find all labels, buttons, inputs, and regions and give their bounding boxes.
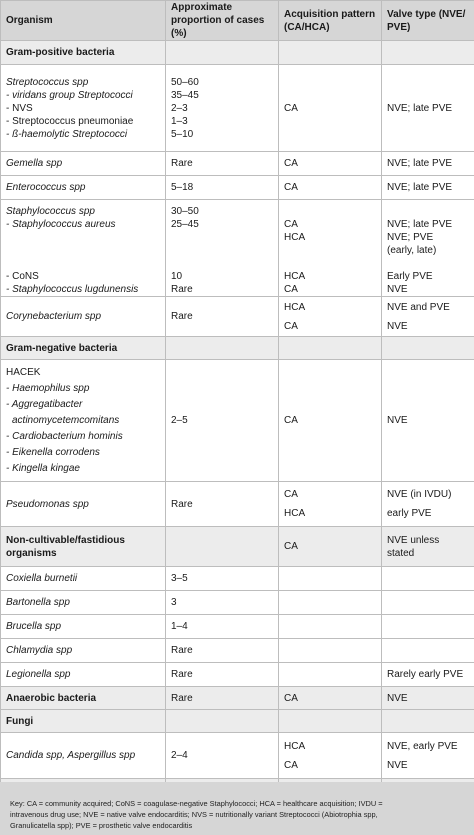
valve-value: NVE [387, 284, 408, 295]
section-row [1, 41, 474, 65]
section-row [1, 710, 474, 733]
organism-name: - Cardiobacterium hominis [6, 430, 123, 442]
organism-name: - Haemophilus spp [6, 382, 90, 394]
valve-value: Rarely early PVE [382, 663, 474, 687]
header-row [1, 1, 474, 41]
acquisition-value: CA [279, 65, 382, 152]
proportion-value: Rare [171, 284, 193, 295]
acquisition-value: HCA [284, 740, 306, 752]
table-row [1, 200, 474, 297]
section-row [1, 687, 474, 710]
table-row [1, 639, 474, 663]
table-row [1, 297, 474, 337]
organism-name: - NVS [6, 102, 33, 114]
header-proportion: Approximate proportion of cases (%) [166, 1, 279, 41]
acquisition-value: CA [284, 489, 298, 500]
valve-value: early PVE [387, 508, 432, 519]
valve-value: NVE [387, 759, 408, 771]
key-footnote [0, 782, 474, 835]
section-row [1, 527, 474, 567]
valve-value: (early, late) [387, 245, 437, 256]
organism-name: Pseudomonas spp [1, 482, 166, 527]
organism-name: Streptococcus spp [6, 76, 89, 88]
proportion-value: 2–3 [171, 102, 188, 114]
organism-name: - Kingella kingae [6, 462, 80, 474]
acquisition-value: CA [284, 219, 298, 230]
proportion-value: Rare [166, 297, 279, 337]
organism-name: Gemella spp [1, 152, 166, 176]
key-line: Granulicatella spp); PVE = prosthetic valve endocarditis [10, 821, 193, 830]
acquisition-value: HCA [284, 301, 306, 313]
organism-name: HACEK [6, 366, 41, 378]
proportion-value: 25–45 [171, 219, 199, 230]
proportion-value: Rare [166, 663, 279, 687]
table-row [1, 482, 474, 527]
section-gram-positive: Gram-positive bacteria [1, 41, 166, 65]
valve-value: NVE; PVE [387, 232, 434, 243]
valve-value: NVE (in IVDU) [387, 489, 452, 500]
section-gram-negative: Gram-negative bacteria [1, 337, 166, 360]
organism-name: - viridans group Streptococci [6, 89, 133, 101]
section-anaerobic: Anaerobic bacteria [1, 687, 166, 710]
organism-name: - Eikenella corrodens [6, 446, 100, 458]
valve-value: NVE; late PVE [382, 65, 474, 152]
table-row [1, 591, 474, 615]
organism-name: - Streptococcus pneumoniae [6, 115, 134, 127]
proportion-value: 1–4 [166, 615, 279, 639]
acquisition-value: CA [279, 176, 382, 200]
organism-name: - Staphylococcus lugdunensis [6, 284, 139, 295]
proportion-value: Rare [166, 639, 279, 663]
acquisition-value: HCA [284, 508, 306, 519]
table-row [1, 567, 474, 591]
proportion-value: 30–50 [171, 206, 199, 217]
table-row [1, 733, 474, 779]
valve-value: NVE unless stated [382, 527, 474, 567]
section-row [1, 337, 474, 360]
organism-name: - Staphylococcus aureus [6, 219, 116, 230]
key-line: Key: CA = community acquired; CoNS = coagulase-negative Staphylococci; HCA = healthcare acquisition; IVDU = [10, 799, 383, 808]
organism-name: Bartonella spp [1, 591, 166, 615]
table-row [1, 176, 474, 200]
table-row [1, 663, 474, 687]
header-acquisition: Acquisition pattern (CA/HCA) [279, 1, 382, 41]
proportion-value: 35–45 [171, 89, 199, 101]
proportion-value: 5–18 [166, 176, 279, 200]
proportion-value: 2–4 [166, 733, 279, 779]
organism-name: Legionella spp [1, 663, 166, 687]
valve-value: NVE and PVE [387, 301, 450, 313]
organism-name: Candida spp, Aspergillus spp [1, 733, 166, 779]
table-row [1, 615, 474, 639]
section-fungi: Fungi [1, 710, 166, 733]
organism-name: - CoNS [6, 271, 39, 282]
proportion-value: 10 [171, 271, 183, 282]
table-row [1, 360, 474, 482]
proportion-value: 5–10 [171, 128, 194, 140]
acquisition-value: HCA [284, 232, 306, 243]
organism-name: - Aggregatibacter [6, 398, 83, 410]
acquisition-value: CA [279, 360, 382, 482]
proportion-value: 3 [166, 591, 279, 615]
key-line: intravenous drug use; NVE = native valve endocarditis; NVS = nutritionally variant Streptococci (Abiotrophia spp, [10, 810, 378, 819]
table-row [1, 152, 474, 176]
acquisition-value: CA [284, 320, 298, 332]
organism-name: Coxiella burnetii [1, 567, 166, 591]
proportion-value: 1–3 [171, 115, 188, 127]
header-valve: Valve type (NVE/ PVE) [382, 1, 474, 41]
acquisition-value: HCA [284, 271, 306, 282]
valve-value: NVE; late PVE [382, 176, 474, 200]
proportion-value: Rare [166, 482, 279, 527]
organism-name: actinomycetemcomitans [12, 414, 120, 426]
organism-name: Staphylococcus spp [6, 206, 95, 217]
header-organism: Organism [1, 1, 166, 41]
valve-value: Early PVE [387, 271, 433, 282]
acquisition-value: CA [284, 284, 298, 295]
valve-value: NVE [387, 320, 408, 332]
proportion-value: Rare [166, 152, 279, 176]
acquisition-value: CA [284, 759, 298, 771]
proportion-value: 2–5 [166, 360, 279, 482]
acquisition-value: CA [279, 527, 382, 567]
valve-value: NVE; late PVE [382, 152, 474, 176]
organism-name: Chlamydia spp [1, 639, 166, 663]
acquisition-value: CA [279, 152, 382, 176]
valve-value: NVE, early PVE [387, 740, 458, 752]
table-row [1, 65, 474, 152]
valve-value: NVE [382, 687, 474, 710]
proportion-value: 50–60 [171, 76, 199, 88]
organism-name: Corynebacterium spp [1, 297, 166, 337]
organism-name: - ß-haemolytic Streptococci [6, 128, 128, 140]
proportion-value: 3–5 [166, 567, 279, 591]
section-non-cultivable: Non-cultivable/fastidious organisms [1, 527, 166, 567]
acquisition-value: CA [279, 687, 382, 710]
valve-value: NVE; late PVE [387, 219, 453, 230]
organism-name: Brucella spp [1, 615, 166, 639]
valve-value: NVE [382, 360, 474, 482]
proportion-value: Rare [166, 687, 279, 710]
organism-name: Enterococcus spp [1, 176, 166, 200]
